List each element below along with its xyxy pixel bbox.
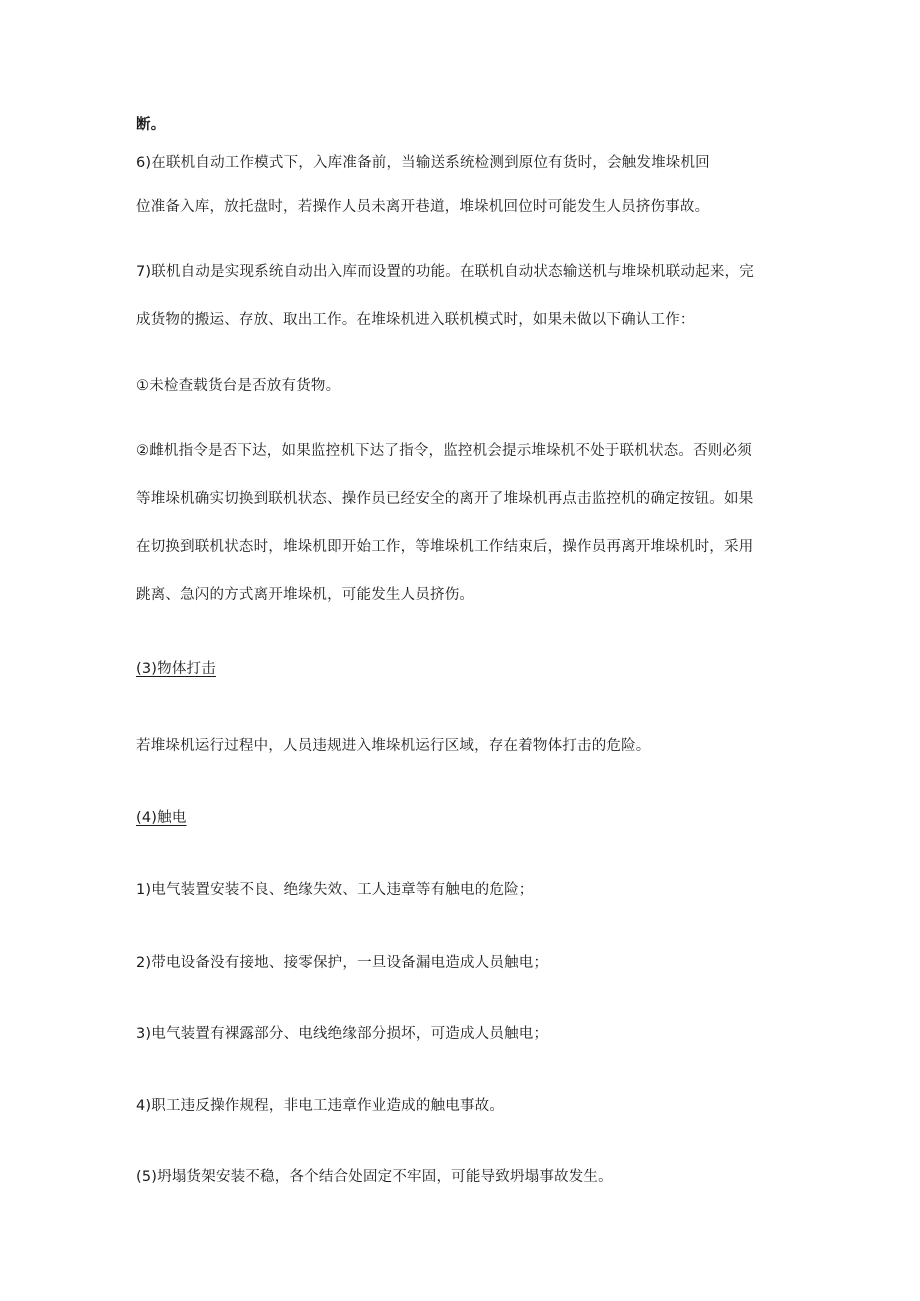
- item-7-line-2: 成货物的搬运、存放、取出工作。在堆垛机进入联机模式时，如果未做以下确认工作：: [136, 312, 695, 328]
- shock-item-3: 3)电气装置有裸露部分、电线绝缘部分损坏，可造成人员触电；: [136, 1026, 549, 1042]
- shock-item-1: 1)电气装置安装不良、绝缘失效、工人违章等有触电的危险；: [136, 882, 534, 898]
- check-item-2-line-3: 在切换到联机状态时，堆垛机即开始工作，等堆垛机工作结束后，操作员再离开堆垛机时，采用: [136, 539, 754, 555]
- check-item-2-line-4: 跳离、急闪的方式离开堆垛机，可能发生人员挤伤。: [136, 587, 475, 603]
- shock-item-4: 4)职工违反操作规程，非电工违章作业造成的触电事故。: [136, 1098, 505, 1114]
- check-item-2-line-1: ②雌机指令是否下达，如果监控机下达了指令，监控机会提示堆垛机不处于联机状态。否则必须: [136, 443, 752, 459]
- object-strike-paragraph: 若堆垛机运行过程中，人员违规进入堆垛机运行区域，存在着物体打击的危险。: [136, 738, 651, 754]
- check-item-1: ①未检查载货台是否放有货物。: [136, 378, 341, 394]
- item-6-line-1: 6)在联机自动工作模式下，入库准备前，当输送系统检测到原位有货时，会触发堆垛机回: [136, 155, 710, 171]
- paragraph-fragment: 断。: [136, 117, 166, 133]
- item-7-line-1: 7)联机自动是实现系统自动出入库而设置的功能。在联机自动状态输送机与堆垛机联动起来，完: [136, 264, 754, 280]
- collapse-paragraph: (5)坍塌货架安装不稳，各个结合处固定不牢固，可能导致坍塌事故发生。: [136, 1169, 613, 1185]
- section-heading-electric-shock: (4)触电: [136, 810, 187, 826]
- shock-item-2: 2)带电设备没有接地、接零保护，一旦设备漏电造成人员触电；: [136, 955, 549, 971]
- check-item-2-line-2: 等堆垛机确实切换到联机状态、操作员已经安全的离开了堆垛机再点击监控机的确定按钮。如果: [136, 491, 754, 507]
- item-6-line-2: 位准备入库，放托盘时，若操作人员未离开巷道，堆垛机回位时可能发生人员挤伤事故。: [136, 199, 710, 215]
- section-heading-object-strike: (3)物体打击: [136, 661, 216, 677]
